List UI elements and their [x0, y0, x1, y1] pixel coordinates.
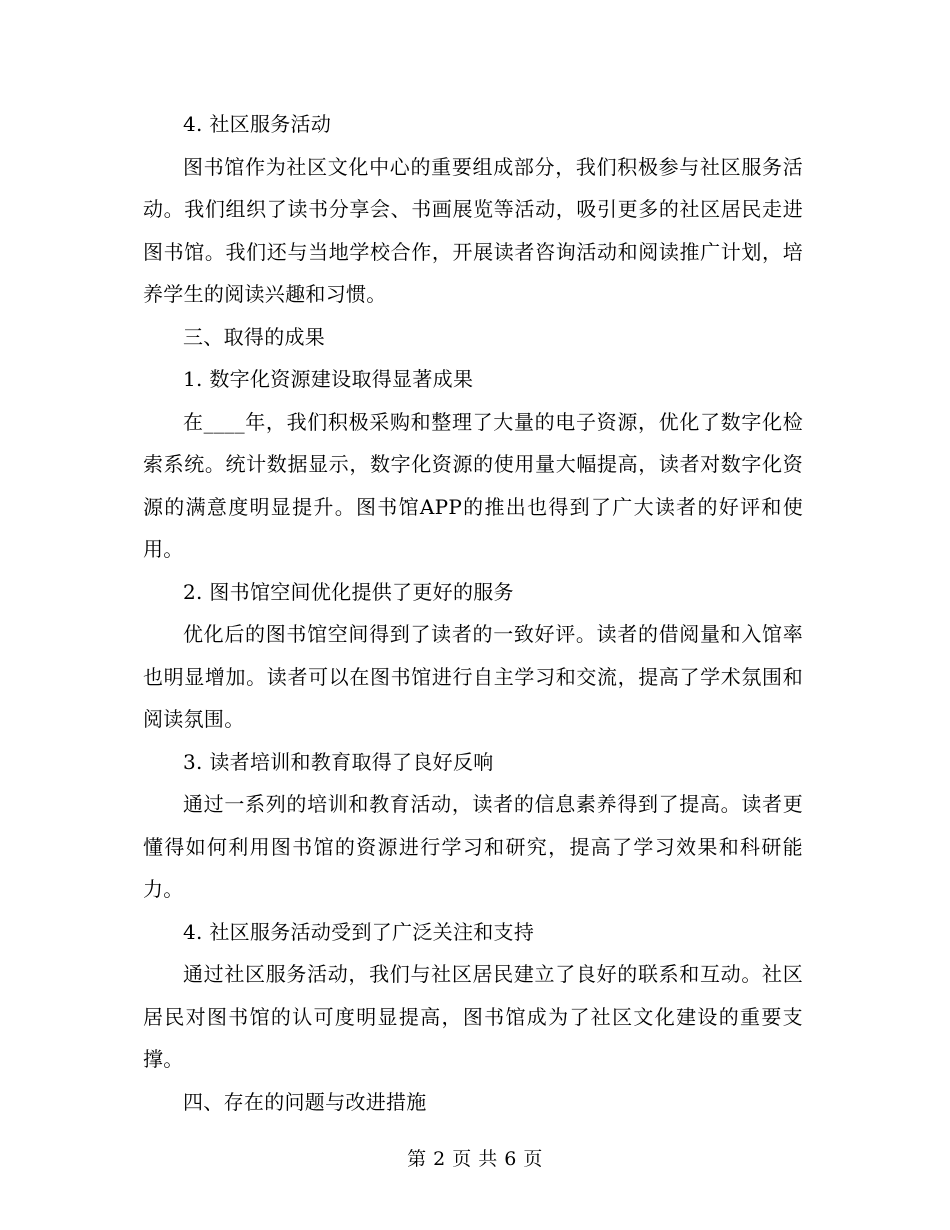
paragraph-space-optimization: 优化后的图书馆空间得到了读者的一致好评。读者的借阅量和入馆率也明显增加。读者可以在图书馆进行自主学习和交流，提高了学术氛围和阅读氛围。: [143, 622, 803, 731]
heading-community-service: 4. 社区服务活动: [183, 112, 332, 136]
section-heading-achievements: 三、取得的成果: [183, 324, 326, 349]
heading-community-support: 4. 社区服务活动受到了广泛关注和支持: [183, 919, 535, 944]
paragraph-community-service: 图书馆作为社区文化中心的重要组成部分，我们积极参与社区服务活动。我们组织了读书分享会、书画展览等活动，吸引更多的社区居民走进图书馆。我们还与当地学校合作，开展读者咨询活动和阅读推广计划，培养学生的阅读兴趣和习惯。: [143, 154, 803, 306]
heading-space-optimization: 2. 图书馆空间优化提供了更好的服务: [183, 579, 514, 604]
section-heading-problems: 四、存在的问题与改进措施: [183, 1089, 427, 1114]
page-footer: 第 2 页 共 6 页: [407, 1148, 543, 1170]
paragraph-reader-training: 通过一系列的培训和教育活动，读者的信息素养得到了提高。读者更懂得如何利用图书馆的资源进行学习和研究，提高了学习效果和科研能力。: [143, 792, 803, 901]
heading-digital-resources: 1. 数字化资源建设取得显著成果: [183, 367, 474, 391]
paragraph-community-support: 通过社区服务活动，我们与社区居民建立了良好的联系和互动。社区居民对图书馆的认可度明显提高，图书馆成为了社区文化建设的重要支撑。: [143, 962, 803, 1071]
heading-reader-training: 3. 读者培训和教育取得了良好反响: [183, 749, 494, 774]
paragraph-digital-resources: 在____年，我们积极采购和整理了大量的电子资源，优化了数字化检索系统。统计数据显示，数字化资源的使用量大幅提高，读者对数字化资源的满意度明显提升。图书馆APP的推出也得到了广大读者的好评和使用。: [143, 409, 803, 561]
document-page: [143, 103, 803, 1123]
